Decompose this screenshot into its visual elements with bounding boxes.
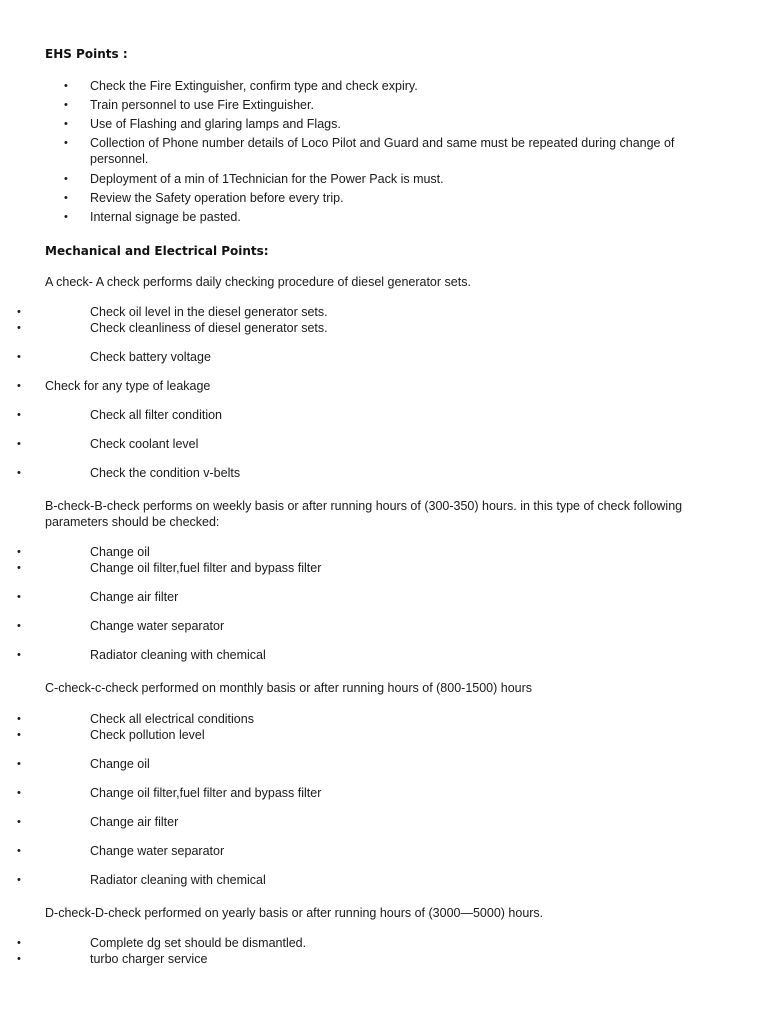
list-item-text: Change oil <box>90 757 150 771</box>
ehs-list <box>0 78 768 228</box>
b-check-intro: B-check-B-check performs on weekly basis or after running hours of (300-350) hours. in this type of check following parameters should be checked: <box>45 499 683 529</box>
list-item <box>0 589 768 605</box>
list-item <box>0 407 768 423</box>
list-item-text: Change air filter <box>90 815 179 829</box>
bullet-icon: • <box>64 211 68 223</box>
list-item-text: Use of Flashing and glaring lamps and Flags. <box>90 117 341 131</box>
bullet-icon: • <box>17 649 21 661</box>
bullet-icon: • <box>17 729 21 741</box>
list-item <box>0 756 768 772</box>
list-item-text: Change water separator <box>90 844 225 858</box>
list-item <box>0 618 768 634</box>
mech-heading: Mechanical and Electrical Points: <box>45 244 269 258</box>
list-item-text: Collection of Phone number details of Loco Pilot and Guard and same must be repeated during change of personnel. <box>90 136 675 166</box>
list-item <box>0 711 768 727</box>
list-item <box>0 465 768 481</box>
bullet-icon: • <box>17 620 21 632</box>
list-item <box>0 304 768 320</box>
list-item <box>0 727 768 743</box>
bullet-icon: • <box>17 380 21 392</box>
list-item <box>0 135 720 171</box>
list-item-text: Check all filter condition <box>90 408 223 422</box>
bullet-icon: • <box>64 173 68 185</box>
list-item <box>0 320 768 336</box>
list-item-text: Check the Fire Extinguisher, confirm type and check expiry. <box>90 79 418 93</box>
bullet-icon: • <box>17 713 21 725</box>
list-item-text: Change oil <box>90 545 150 559</box>
bullet-icon: • <box>17 874 21 886</box>
list-item-text: Check pollution level <box>90 728 205 742</box>
list-item-text: Change oil filter,fuel filter and bypass filter <box>90 561 322 575</box>
bullet-icon: • <box>17 845 21 857</box>
list-item-text: Check battery voltage <box>90 350 211 364</box>
c-check-intro: C-check-c-check performed on monthly basis or after running hours of (800-1500) hours <box>45 681 533 695</box>
list-item <box>0 171 720 190</box>
list-item <box>0 209 720 228</box>
list-item <box>0 544 768 560</box>
list-item <box>0 190 720 209</box>
list-item <box>0 97 720 116</box>
bullet-icon: • <box>64 99 68 111</box>
bullet-icon: • <box>17 546 21 558</box>
list-item <box>0 647 768 663</box>
bullet-icon: • <box>17 591 21 603</box>
list-item-text: Radiator cleaning with chemical <box>90 873 266 887</box>
list-item <box>0 951 768 967</box>
list-item <box>0 872 768 888</box>
bullet-icon: • <box>64 80 68 92</box>
list-item-text: Complete dg set should be dismantled. <box>90 936 307 950</box>
list-item-text: Check the condition v-belts <box>90 466 241 480</box>
list-item <box>0 843 768 859</box>
bullet-icon: • <box>17 937 21 949</box>
list-item-text: Change oil filter,fuel filter and bypass filter <box>90 786 322 800</box>
bullet-icon: • <box>17 351 21 363</box>
list-item-text: Review the Safety operation before every trip. <box>90 191 344 205</box>
a-check-intro: A check- A check performs daily checking procedure of diesel generator sets. <box>45 275 471 289</box>
list-item <box>0 785 768 801</box>
bullet-icon: • <box>64 118 68 130</box>
list-item <box>0 349 768 365</box>
list-item-text: Check oil level in the diesel generator sets. <box>90 305 328 319</box>
list-item-text: Check for any type of leakage <box>45 379 211 393</box>
bullet-icon: • <box>17 758 21 770</box>
list-item-text: turbo charger service <box>90 952 208 966</box>
list-item <box>0 560 768 576</box>
list-item-text: Train personnel to use Fire Extinguisher. <box>90 98 314 112</box>
list-item <box>0 935 768 951</box>
list-item <box>0 436 768 452</box>
bullet-icon: • <box>17 562 21 574</box>
bullet-icon: • <box>17 787 21 799</box>
list-item-text: Check cleanliness of diesel generator sets. <box>90 321 328 335</box>
bullet-icon: • <box>64 192 68 204</box>
ehs-heading: EHS Points : <box>45 47 128 61</box>
bullet-icon: • <box>17 306 21 318</box>
list-item-text: Change air filter <box>90 590 179 604</box>
bullet-icon: • <box>17 322 21 334</box>
list-item-text: Check coolant level <box>90 437 199 451</box>
list-item-text: Check all electrical conditions <box>90 712 254 726</box>
bullet-icon: • <box>17 438 21 450</box>
bullet-icon: • <box>17 467 21 479</box>
list-item <box>0 814 768 830</box>
bullet-icon: • <box>17 953 21 965</box>
bullet-icon: • <box>17 409 21 421</box>
d-check-intro: D-check-D-check performed on yearly basis or after running hours of (3000—5000) hours. <box>45 906 544 920</box>
list-item-text: Change water separator <box>90 619 225 633</box>
list-item-text: Radiator cleaning with chemical <box>90 648 266 662</box>
list-item-text: Deployment of a min of 1Technician for the Power Pack is must. <box>90 172 444 186</box>
bullet-icon: • <box>17 816 21 828</box>
list-item <box>0 378 768 394</box>
list-item-text: Internal signage be pasted. <box>90 210 241 224</box>
list-item <box>0 78 720 97</box>
list-item <box>0 116 720 135</box>
bullet-icon: • <box>64 137 68 149</box>
